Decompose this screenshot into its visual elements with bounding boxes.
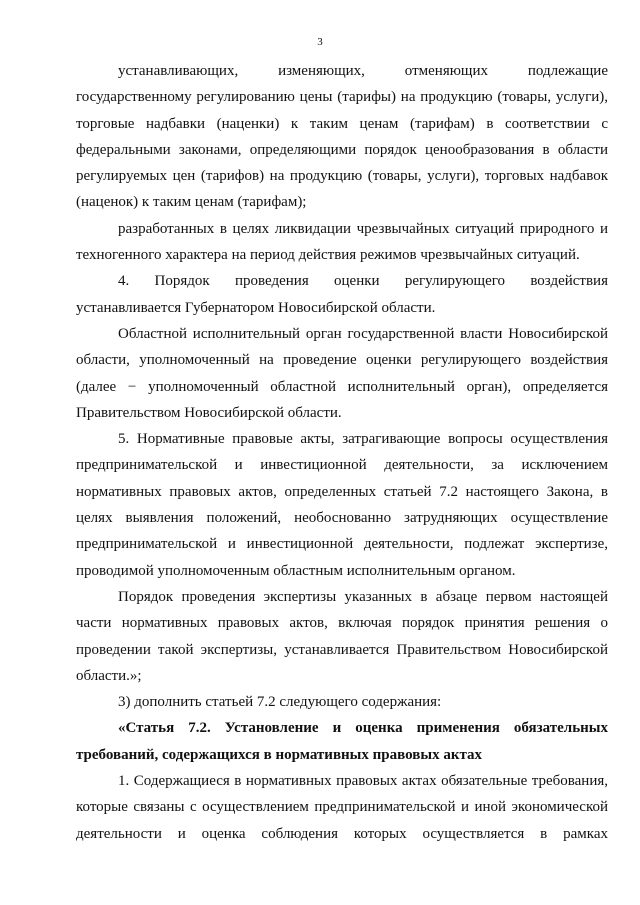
page-number: 3 xyxy=(317,36,323,48)
article-7-2-heading: «Статья 7.2. Установление и оценка применения обязательных требований, содержащихся в нормативных правовых актах xyxy=(76,720,608,763)
paragraph-emergency: разработанных в целях ликвидации чрезвычайных ситуаций природного и техногенного характера на период действия режимов чрезвычайных ситуаций. xyxy=(76,220,608,264)
paragraph-authorized-body: Областной исполнительный орган государственной власти Новосибирской области, уполномоченный на проведение оценки регулирующего воздействия (далее − уполномоченный областной исполнительный орган), определяется Правительством Новосибирской области. xyxy=(76,325,608,421)
document-body xyxy=(76,58,608,847)
paragraph-part-5: 5. Нормативные правовые акты, затрагивающие вопросы осуществления предпринимательской и инвестиционной деятельности, за исключением нормативных правовых актов, определенных статьей 7.2 настоящего Закона, в целях выявления положений, необоснованно затрудняющих осуществление предпринимательской и инвестиционной деятельности, подлежат экспертизе, проводимой уполномоченным областным исполнительным органом. xyxy=(76,431,608,579)
paragraph-regulated-prices: устанавливающих, изменяющих, отменяющих подлежащие государственному регулированию цены (тарифы) на продукцию (товары, услуги), торговые надбавки (наценки) к таким ценам (тарифам) в соответствии с федеральными законами, определяющими порядок ценообразования в области регулируемых цен (тарифов) на продукцию (товары, услуги), торговых надбавок (наценок) к таким ценам (тарифам); xyxy=(76,63,608,211)
paragraph-amendment-3: 3) дополнить статьей 7.2 следующего содержания: xyxy=(118,694,442,711)
paragraph-part-4: 4. Порядок проведения оценки регулирующего воздействия устанавливается Губернатором Новосибирской области. xyxy=(76,273,608,316)
paragraph-expertise-procedure: Порядок проведения экспертизы указанных в абзаце первом настоящей части нормативных правовых актов, включая порядок принятия решения о проведении такой экспертизы, устанавливается Правительством Новосибирской области.»; xyxy=(76,588,608,684)
article-7-2-part-1: 1. Содержащиеся в нормативных правовых актах обязательные требования, которые связаны с осуществлением предпринимательской и иной экономической деятельности и оценка соблюдения которых осуществляется в рамках xyxy=(76,773,608,842)
